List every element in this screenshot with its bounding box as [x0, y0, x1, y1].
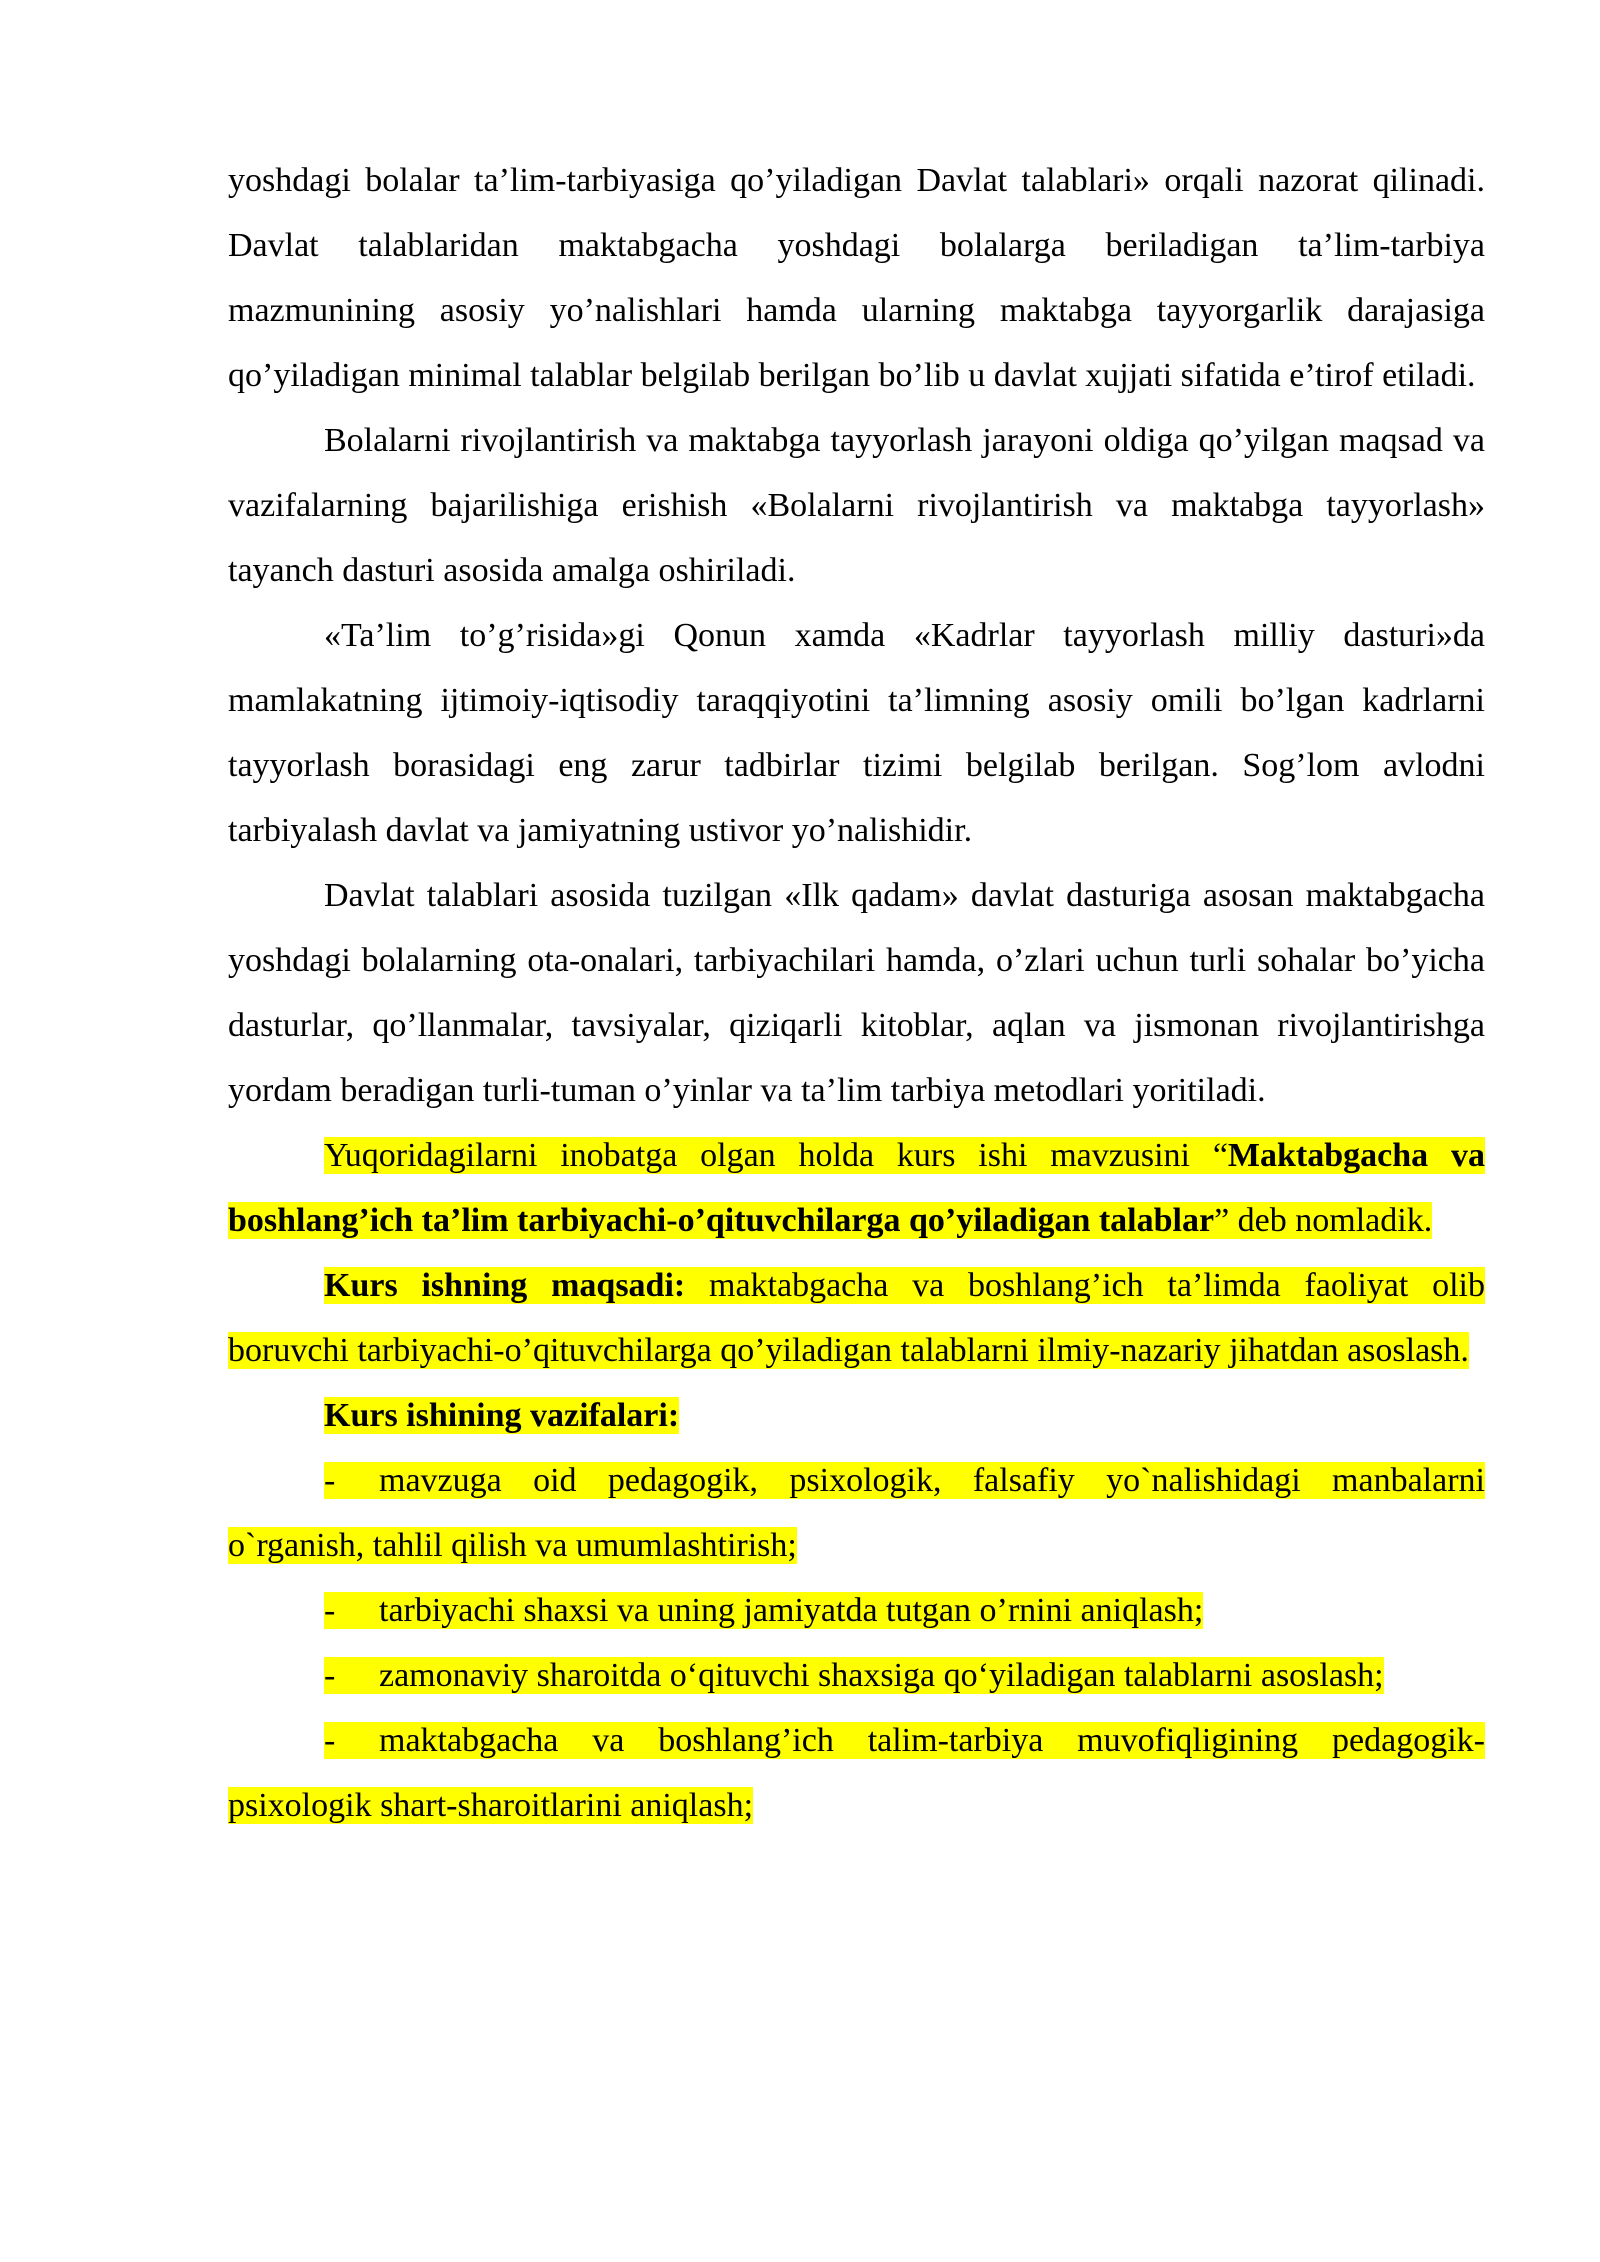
list-dash: -: [324, 1657, 336, 1694]
topic-title: Maktabgacha va boshlang’ich ta’lim tarbiyachi-o’qituvchilarga qo’yiladigan talablar: [228, 1137, 1485, 1239]
goal-text: maktabgacha va boshlang’ich ta’limda faoliyat olib boruvchi tarbiyachi-o’qituvchilarga qo’yiladigan talablarni ilmiy-nazariy jihatdan asoslash.: [228, 1267, 1485, 1369]
paragraph-1: yoshdagi bolalar ta’lim-tarbiyasiga qo’yiladigan Davlat talablari» orqali nazorat qilinadi. Davlat talablaridan maktabgacha yoshdagi bolalarga beriladigan ta’lim-tarbiya mazmunining asosiy yo’nalishlari hamda ularning maktabga tayyorgarlik darajasiga qo’yiladigan minimal talablar belgilab berilgan bo’lib u davlat xujjati sifatida e’tirof etiladi.: [228, 162, 1485, 394]
list-item: [228, 1448, 1485, 1578]
list-dash: -: [324, 1462, 336, 1499]
list-item-text: maktabgacha va boshlang’ich talim-tarbiya muvofiqligining pedagogik-psixologik shart-sharoitlarini aniqlash;: [228, 1722, 1485, 1824]
topic-end-text: ” deb nomladik.: [1214, 1202, 1433, 1239]
document-page: [228, 148, 1485, 1838]
tasks-heading: Kurs ishining vazifalari:: [324, 1397, 680, 1434]
paragraph-tasks-heading: [228, 1383, 1485, 1448]
list-item: [228, 1643, 1485, 1708]
list-item-text: zamonaviy sharoitda o‘qituvchi shaxsiga qo‘yiladigan talablarni asoslash;: [379, 1657, 1384, 1694]
paragraph-4: Davlat talablari asosida tuzilgan «Ilk qadam» davlat dasturiga asosan maktabgacha yoshdagi bolalarning ota-onalari, tarbiyachilari hamda, o’zlari uchun turli sohalar bo’yicha dasturlar, qo’llanmalar, tavsiyalar, qiziqarli kitoblar, aqlan va jismonan rivojlantirishga yordam beradigan turli-tuman o’yinlar va ta’lim tarbiya metodlari yoritiladi.: [228, 877, 1485, 1109]
paragraph-3: «Ta’lim to’g’risida»gi Qonun xamda «Kadrlar tayyorlash milliy dasturi»da mamlakatning ijtimoiy-iqtisodiy taraqqiyotini ta’limning asosiy omili bo’lgan kadrlarni tayyorlash borasidagi eng zarur tadbirlar tizimi belgilab berilgan. Sog’lom avlodni tarbiyalash davlat va jamiyatning ustivor yo’nalishidir.: [228, 617, 1485, 849]
list-dash: -: [324, 1592, 336, 1629]
paragraph-2: Bolalarni rivojlantirish va maktabga tayyorlash jarayoni oldiga qo’yilgan maqsad va vazifalarning bajarilishiga erishish «Bolalarni rivojlantirish va maktabga tayyorlash» tayanch dasturi asosida amalga oshiriladi.: [228, 422, 1485, 589]
goal-heading: Kurs ishning maqsadi:: [324, 1267, 686, 1304]
list-item: [228, 1578, 1485, 1643]
list-item-text: mavzuga oid pedagogik, psixologik, falsafiy yo`nalishidagi manbalarni o`rganish, tahlil qilish va umumlashtirish;: [228, 1462, 1485, 1564]
paragraph-topic: [228, 1123, 1485, 1253]
list-item: [228, 1708, 1485, 1838]
paragraph-goal: [228, 1253, 1485, 1383]
list-item-text: tarbiyachi shaxsi va uning jamiyatda tutgan o’rnini aniqlash;: [379, 1592, 1204, 1629]
list-dash: -: [324, 1722, 336, 1759]
topic-intro-text: Yuqoridagilarni inobatga olgan holda kurs ishi mavzusini “: [324, 1137, 1228, 1174]
